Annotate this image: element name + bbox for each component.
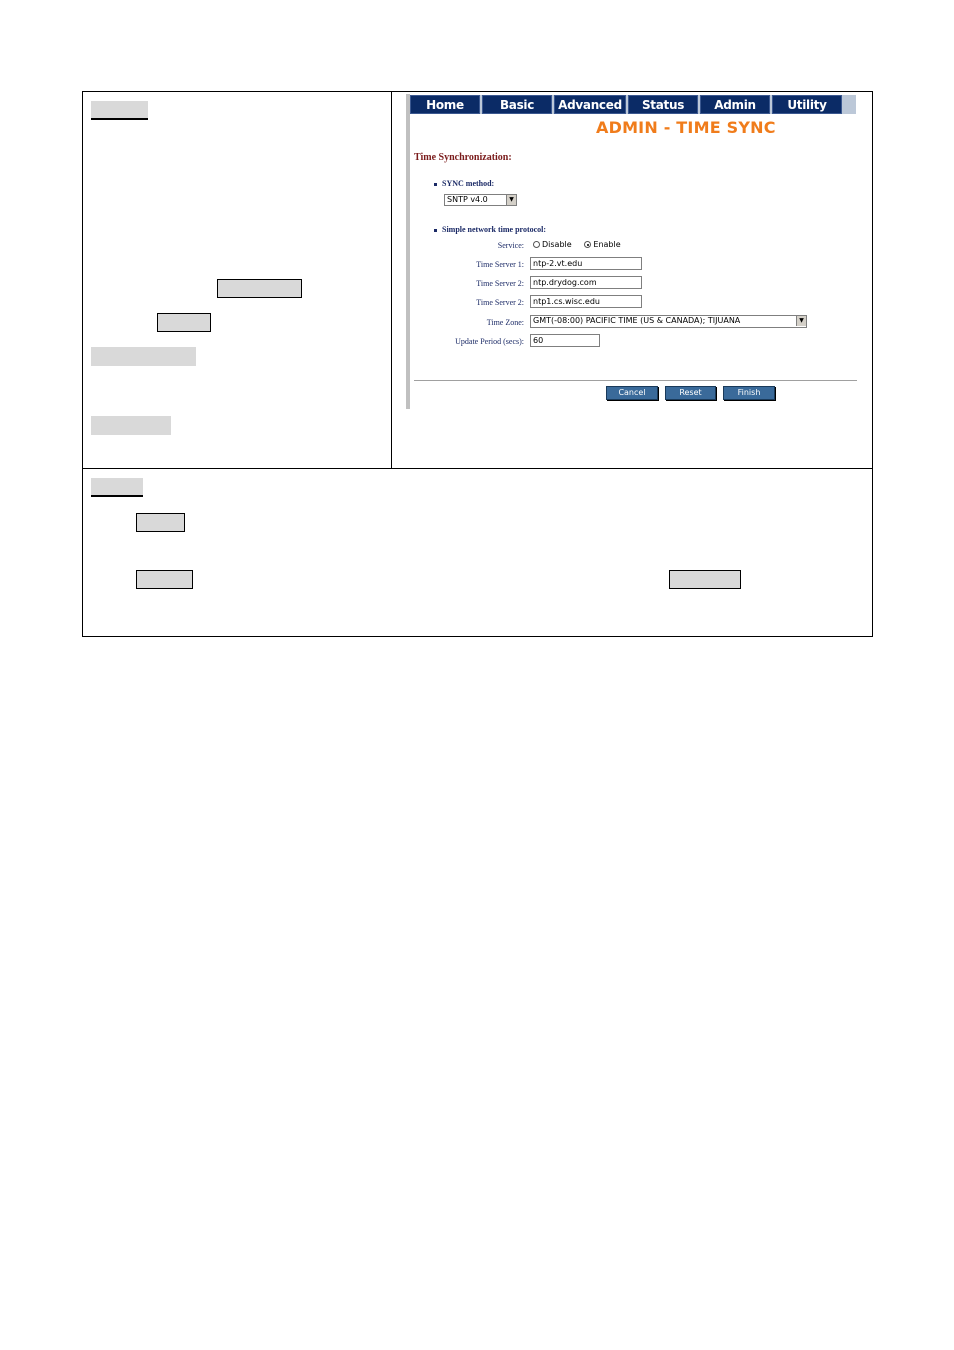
highlight-field-f — [136, 570, 193, 589]
top-nav — [410, 95, 856, 114]
page-title: ADMIN - TIME SYNC — [596, 118, 776, 137]
time-server-3-label: Time Server 2: — [476, 298, 524, 307]
service-disable-radio[interactable] — [533, 241, 540, 248]
chevron-down-icon[interactable]: ▼ — [506, 195, 516, 205]
router-screenshot — [406, 94, 858, 409]
sync-method-select[interactable]: SNTP v4.0 ▼ — [444, 194, 517, 206]
time-zone-label: Time Zone: — [486, 318, 524, 327]
nav-home[interactable]: Home — [410, 95, 480, 114]
section-title: Time Synchronization: — [414, 152, 512, 163]
nav-status[interactable]: Status — [628, 95, 698, 114]
finish-button[interactable]: Finish — [723, 386, 775, 400]
service-disable-label: Disable — [542, 240, 572, 249]
time-server-2-label: Time Server 2: — [476, 279, 524, 288]
sntp-label: Simple network time protocol: — [434, 225, 546, 234]
update-period-label: Update Period (secs): — [455, 337, 524, 346]
highlight-field-a — [217, 279, 302, 298]
time-server-2-input[interactable]: ntp.drydog.com — [530, 276, 642, 289]
nav-basic[interactable]: Basic — [482, 95, 552, 114]
highlight-field-e — [136, 513, 185, 532]
sync-method-label: SYNC method: — [434, 179, 494, 188]
screenshot-frame — [406, 94, 410, 409]
cancel-button[interactable]: Cancel — [606, 386, 658, 400]
reset-button[interactable]: Reset — [665, 386, 716, 400]
column-divider — [391, 92, 392, 468]
nav-spacer — [844, 95, 856, 114]
highlight-field-b — [157, 313, 211, 332]
time-server-3-input[interactable]: ntp1.cs.wisc.edu — [530, 295, 642, 308]
time-server-1-input[interactable]: ntp-2.vt.edu — [530, 257, 642, 270]
chevron-down-icon[interactable]: ▼ — [796, 316, 806, 326]
nav-utility[interactable]: Utility — [772, 95, 842, 114]
highlight-field-g — [669, 570, 741, 589]
update-period-input[interactable]: 60 — [530, 334, 600, 347]
row-divider — [83, 468, 872, 469]
nav-admin[interactable]: Admin — [700, 95, 770, 114]
highlight-heading-1 — [91, 101, 148, 120]
highlight-block-d — [91, 416, 171, 435]
highlight-heading-2 — [91, 478, 143, 497]
highlight-block-c — [91, 347, 196, 366]
bullet-icon — [434, 183, 437, 186]
service-radio-group — [533, 240, 621, 249]
time-server-1-label: Time Server 1: — [476, 260, 524, 269]
bullet-icon — [434, 229, 437, 232]
service-enable-radio[interactable] — [584, 241, 591, 248]
nav-advanced[interactable]: Advanced — [554, 95, 626, 114]
time-zone-select[interactable]: GMT(-08:00) PACIFIC TIME (US & CANADA); TIJUANA ▼ — [530, 315, 807, 328]
divider — [414, 380, 857, 381]
service-label: Service: — [497, 241, 524, 250]
service-enable-label: Enable — [593, 240, 621, 249]
